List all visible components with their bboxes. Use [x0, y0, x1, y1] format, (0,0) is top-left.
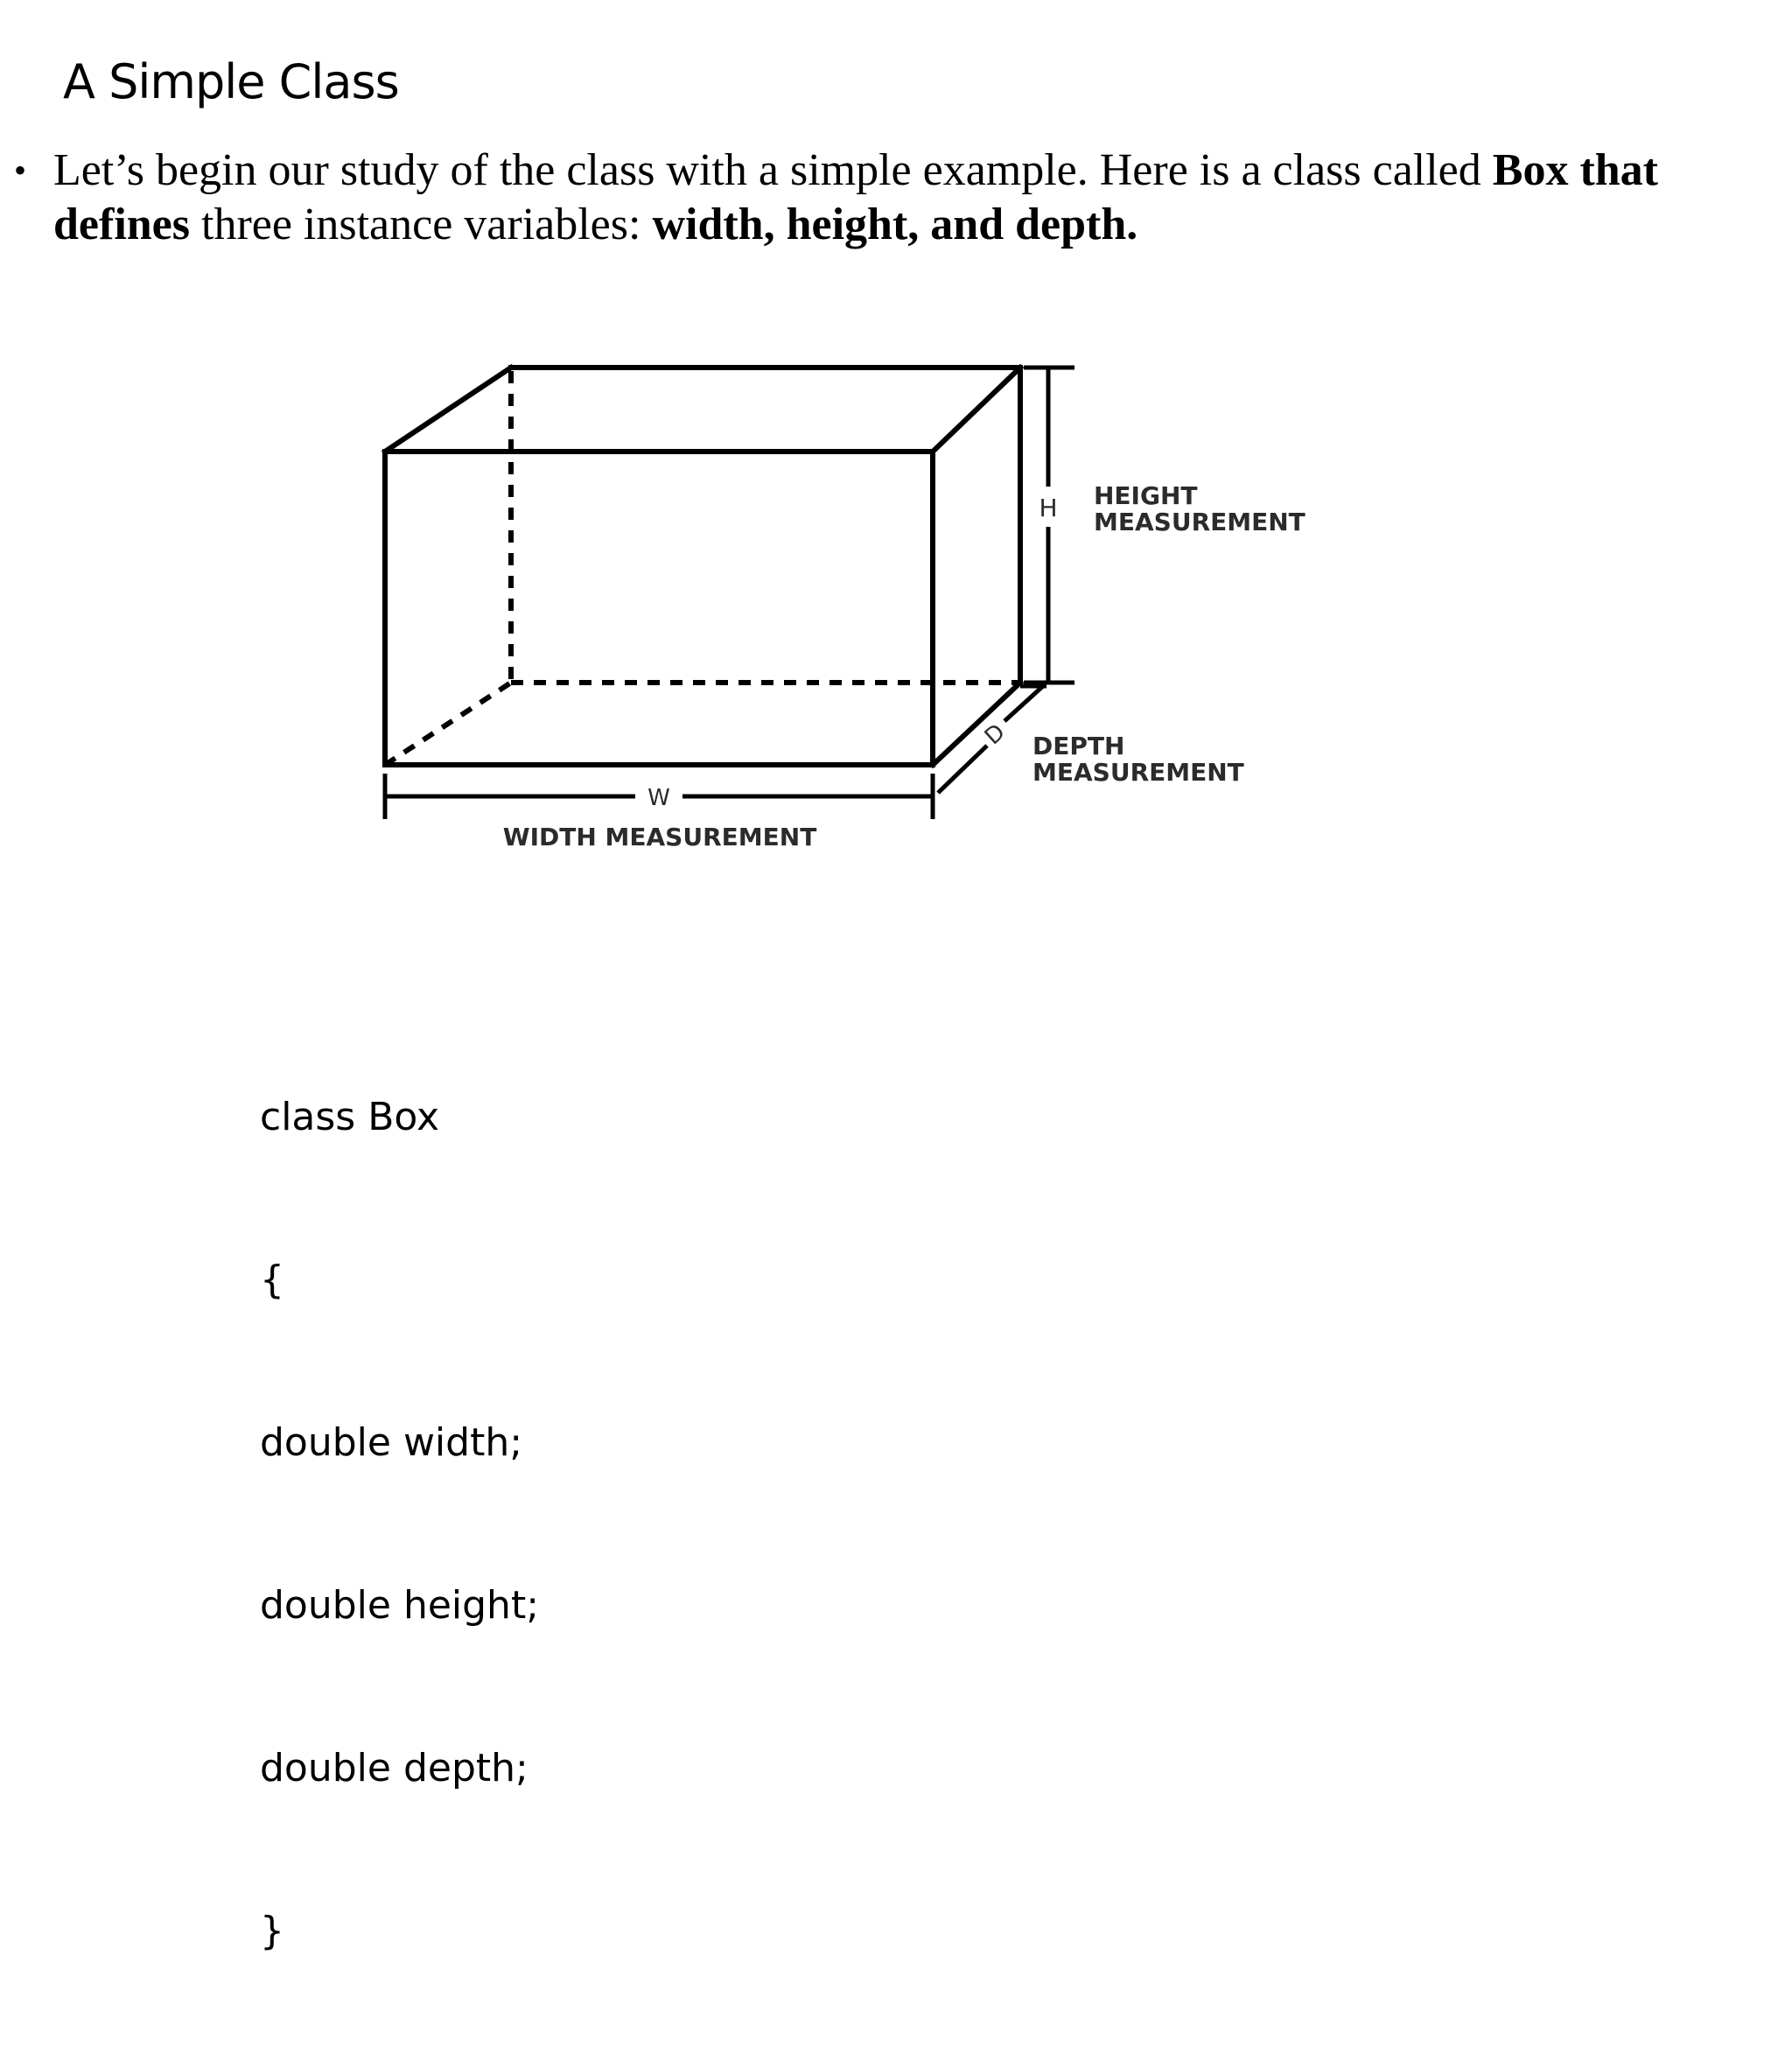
depth-letter: D: [979, 718, 1011, 751]
box-front-face: [385, 452, 933, 765]
code-line: double height;: [260, 1583, 540, 1628]
bullet-marker: •: [14, 151, 27, 190]
bullet-text-bold-segment: width, height, and depth.: [652, 200, 1138, 249]
box-hidden-bottom-left-edge: [385, 683, 511, 765]
slide-title: A Simple Class: [63, 54, 399, 109]
code-line: {: [260, 1258, 284, 1302]
code-line: double width;: [260, 1420, 523, 1465]
depth-label-line1: DEPTH: [1032, 732, 1125, 760]
box-top-left-edge: [385, 368, 511, 452]
box-hidden-edges: [385, 371, 1020, 765]
code-line: double depth;: [260, 1746, 528, 1790]
box-bottom-right-edge: [933, 683, 1020, 765]
height-label-line1: HEIGHT: [1094, 481, 1198, 510]
bullet-text-segment: Let’s begin our study of the class with a simple example. Here is a class called: [53, 145, 1493, 195]
depth-label-line2: MEASUREMENT: [1032, 758, 1244, 787]
height-letter: H: [1039, 494, 1058, 522]
bullet-text-bold-segment: Box that defines: [53, 145, 1659, 249]
box-solid-edges: [385, 368, 1020, 765]
height-label-line2: MEASUREMENT: [1094, 508, 1306, 536]
width-label: WIDTH MEASUREMENT: [502, 823, 817, 851]
box-top-right-edge: [933, 368, 1020, 452]
bullet-text-segment: three instance variables:: [190, 200, 653, 249]
width-letter: W: [648, 785, 670, 811]
height-dimension: [1024, 368, 1074, 683]
code-line: class Box: [260, 1095, 440, 1139]
code-line: }: [260, 1909, 284, 1953]
code-block: [260, 982, 539, 2067]
